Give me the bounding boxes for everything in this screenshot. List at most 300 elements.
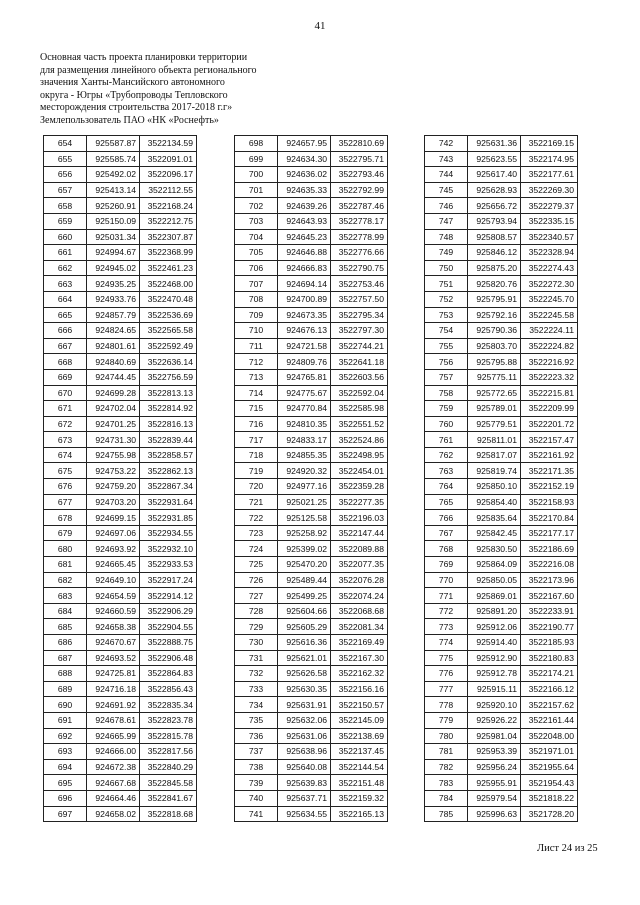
point-number-cell: 718 [235,447,278,463]
table-row [44,260,197,276]
point-number-cell: 690 [44,697,87,713]
x-coordinate-cell: 925842.45 [468,525,521,541]
x-coordinate-cell: 924703.20 [87,494,140,510]
table-row [235,603,388,619]
point-number-cell: 680 [44,541,87,557]
x-coordinate-cell: 924699.15 [87,510,140,526]
table-row [425,525,578,541]
y-coordinate-cell: 3522603.56 [331,369,388,385]
point-number-cell: 712 [235,354,278,370]
x-coordinate-cell: 924744.45 [87,369,140,385]
table-row [425,479,578,495]
point-number-cell: 684 [44,603,87,619]
y-coordinate-cell: 3522162.32 [331,666,388,682]
table-row [235,806,388,822]
point-number-cell: 659 [44,213,87,229]
x-coordinate-cell: 924670.67 [87,635,140,651]
x-coordinate-cell: 924693.52 [87,650,140,666]
y-coordinate-cell: 3522138.69 [331,728,388,744]
x-coordinate-cell: 924693.92 [87,541,140,557]
y-coordinate-cell: 3522145.09 [331,712,388,728]
x-coordinate-cell: 924801.61 [87,338,140,354]
y-coordinate-cell: 3522797.30 [331,323,388,339]
y-coordinate-cell: 3522793.46 [331,167,388,183]
table-row [235,447,388,463]
point-number-cell: 753 [425,307,468,323]
x-coordinate-cell: 924935.25 [87,276,140,292]
x-coordinate-cell: 924667.68 [87,775,140,791]
point-number-cell: 737 [235,744,278,760]
x-coordinate-cell: 924657.95 [278,136,331,152]
x-coordinate-cell: 925631.06 [278,728,331,744]
point-number-cell: 699 [235,151,278,167]
table-row [44,447,197,463]
table-row [425,276,578,292]
x-coordinate-cell: 924977.16 [278,479,331,495]
x-coordinate-cell: 924753.22 [87,463,140,479]
header-line: Землепользователь ПАО «НК «Роснефть» [40,114,219,126]
x-coordinate-cell: 924699.28 [87,385,140,401]
point-number-cell: 780 [425,728,468,744]
y-coordinate-cell: 3522185.93 [521,635,578,651]
y-coordinate-cell: 3522216.08 [521,557,578,573]
point-number-cell: 765 [425,494,468,510]
y-coordinate-cell: 3522778.17 [331,213,388,229]
x-coordinate-cell: 925772.65 [468,385,521,401]
point-number-cell: 762 [425,447,468,463]
y-coordinate-cell: 3522245.58 [521,307,578,323]
table-row [44,401,197,417]
header-line: месторождения строительства 2017-2018 г.г» [40,102,233,113]
x-coordinate-cell: 925637.71 [278,790,331,806]
point-number-cell: 730 [235,635,278,651]
x-coordinate-cell: 925817.07 [468,447,521,463]
table-row [235,213,388,229]
x-coordinate-cell: 925915.11 [468,681,521,697]
y-coordinate-cell: 3522091.01 [140,151,197,167]
y-coordinate-cell: 3522169.15 [521,136,578,152]
y-coordinate-cell: 3522279.37 [521,198,578,214]
point-number-cell: 738 [235,759,278,775]
x-coordinate-cell: 924658.02 [87,806,140,822]
table-row [425,151,578,167]
x-coordinate-cell: 924731.30 [87,432,140,448]
x-coordinate-cell: 925492.02 [87,167,140,183]
point-number-cell: 755 [425,338,468,354]
y-coordinate-cell: 3522201.72 [521,416,578,432]
table-row [235,338,388,354]
y-coordinate-cell: 3522224.11 [521,323,578,339]
x-coordinate-cell: 925779.51 [468,416,521,432]
point-number-cell: 732 [235,666,278,682]
point-number-cell: 776 [425,666,468,682]
y-coordinate-cell: 3522151.48 [331,775,388,791]
table-row [425,572,578,588]
x-coordinate-cell: 924694.14 [278,276,331,292]
x-coordinate-cell: 924716.18 [87,681,140,697]
point-number-cell: 761 [425,432,468,448]
point-number-cell: 658 [44,198,87,214]
x-coordinate-cell: 924809.76 [278,354,331,370]
y-coordinate-cell: 3522076.28 [331,572,388,588]
x-coordinate-cell: 925864.09 [468,557,521,573]
table-row [235,697,388,713]
table-row [235,479,388,495]
x-coordinate-cell: 924634.30 [278,151,331,167]
point-number-cell: 662 [44,260,87,276]
point-number-cell: 766 [425,510,468,526]
table-row [44,510,197,526]
table-row [425,759,578,775]
point-number-cell: 688 [44,666,87,682]
point-number-cell: 673 [44,432,87,448]
table-row [425,245,578,261]
y-coordinate-cell: 3522269.30 [521,182,578,198]
table-row [44,291,197,307]
point-number-cell: 717 [235,432,278,448]
table-row [235,198,388,214]
table-row [44,635,197,651]
y-coordinate-cell: 3522158.93 [521,494,578,510]
y-coordinate-cell: 3522818.68 [140,806,197,822]
x-coordinate-cell: 925470.20 [278,557,331,573]
point-number-cell: 707 [235,276,278,292]
table-row [44,151,197,167]
point-number-cell: 686 [44,635,87,651]
point-number-cell: 764 [425,479,468,495]
document-header [40,52,280,127]
x-coordinate-cell: 925795.88 [468,354,521,370]
table-row [235,385,388,401]
point-number-cell: 777 [425,681,468,697]
table-row [44,790,197,806]
x-coordinate-cell: 925912.78 [468,666,521,682]
x-coordinate-cell: 925955.91 [468,775,521,791]
x-coordinate-cell: 925854.40 [468,494,521,510]
x-coordinate-cell: 925981.04 [468,728,521,744]
point-number-cell: 729 [235,619,278,635]
coordinate-table-1 [43,135,197,822]
point-number-cell: 660 [44,229,87,245]
table-row [44,198,197,214]
y-coordinate-cell: 3522753.46 [331,276,388,292]
table-row [44,354,197,370]
point-number-cell: 756 [425,354,468,370]
table-row [235,167,388,183]
point-number-cell: 763 [425,463,468,479]
y-coordinate-cell: 3522862.13 [140,463,197,479]
y-coordinate-cell: 3522165.13 [331,806,388,822]
x-coordinate-cell: 925850.05 [468,572,521,588]
x-coordinate-cell: 925638.96 [278,744,331,760]
point-number-cell: 654 [44,136,87,152]
x-coordinate-cell: 924691.92 [87,697,140,713]
table-row [44,276,197,292]
point-number-cell: 726 [235,572,278,588]
y-coordinate-cell: 3522359.28 [331,479,388,495]
table-row [44,463,197,479]
table-row [235,712,388,728]
y-coordinate-cell: 3522161.92 [521,447,578,463]
y-coordinate-cell: 3522592.49 [140,338,197,354]
table-row [425,338,578,354]
table-row [425,681,578,697]
table-row [235,323,388,339]
table-row [44,666,197,682]
y-coordinate-cell: 3522077.35 [331,557,388,573]
x-coordinate-cell: 925260.91 [87,198,140,214]
y-coordinate-cell: 3522156.16 [331,681,388,697]
y-coordinate-cell: 3521818.22 [521,790,578,806]
y-coordinate-cell: 3522744.21 [331,338,388,354]
x-coordinate-cell: 924678.61 [87,712,140,728]
table-row [425,229,578,245]
y-coordinate-cell: 3522096.17 [140,167,197,183]
point-number-cell: 775 [425,650,468,666]
table-row [425,291,578,307]
point-number-cell: 778 [425,697,468,713]
table-row [425,432,578,448]
y-coordinate-cell: 3521728.20 [521,806,578,822]
table-row [235,463,388,479]
y-coordinate-cell: 3522817.56 [140,744,197,760]
x-coordinate-cell: 925920.10 [468,697,521,713]
table-row [235,494,388,510]
table-row [235,681,388,697]
table-row [425,167,578,183]
point-number-cell: 674 [44,447,87,463]
header-line: значения Ханты-Мансийского автономного [40,77,225,88]
x-coordinate-cell: 925632.06 [278,712,331,728]
point-number-cell: 719 [235,463,278,479]
y-coordinate-cell: 3522864.83 [140,666,197,682]
table-row [235,650,388,666]
coordinate-table-3 [424,135,578,822]
table-row [235,432,388,448]
y-coordinate-cell: 3522468.00 [140,276,197,292]
y-coordinate-cell: 3522867.34 [140,479,197,495]
y-coordinate-cell: 3522173.96 [521,572,578,588]
table-row [44,603,197,619]
x-coordinate-cell: 924639.26 [278,198,331,214]
table-row [425,307,578,323]
x-coordinate-cell: 925835.64 [468,510,521,526]
table-row [235,557,388,573]
y-coordinate-cell: 3522815.78 [140,728,197,744]
y-coordinate-cell: 3522917.24 [140,572,197,588]
point-number-cell: 767 [425,525,468,541]
point-number-cell: 754 [425,323,468,339]
point-number-cell: 706 [235,260,278,276]
point-number-cell: 714 [235,385,278,401]
x-coordinate-cell: 925585.74 [87,151,140,167]
y-coordinate-cell: 3521971.01 [521,744,578,760]
y-coordinate-cell: 3522186.69 [521,541,578,557]
y-coordinate-cell: 3522932.10 [140,541,197,557]
point-number-cell: 664 [44,291,87,307]
x-coordinate-cell: 925820.76 [468,276,521,292]
x-coordinate-cell: 924645.23 [278,229,331,245]
table-row [425,510,578,526]
x-coordinate-cell: 924636.02 [278,167,331,183]
table-row [425,541,578,557]
table-row [425,806,578,822]
table-row [44,479,197,495]
x-coordinate-cell: 924833.17 [278,432,331,448]
table-row [425,494,578,510]
table-row [44,572,197,588]
table-row [235,291,388,307]
y-coordinate-cell: 3522224.82 [521,338,578,354]
x-coordinate-cell: 924635.33 [278,182,331,198]
table-row [425,635,578,651]
y-coordinate-cell: 3522835.34 [140,697,197,713]
y-coordinate-cell: 3522816.13 [140,416,197,432]
point-number-cell: 676 [44,479,87,495]
table-row [44,229,197,245]
x-coordinate-cell: 924666.83 [278,260,331,276]
point-number-cell: 744 [425,167,468,183]
y-coordinate-cell: 3522177.17 [521,525,578,541]
point-number-cell: 746 [425,198,468,214]
x-coordinate-cell: 924702.04 [87,401,140,417]
table-row [44,369,197,385]
y-coordinate-cell: 3522223.32 [521,369,578,385]
point-number-cell: 671 [44,401,87,417]
table-row [235,276,388,292]
x-coordinate-cell: 924765.81 [278,369,331,385]
table-row [44,245,197,261]
x-coordinate-cell: 925792.16 [468,307,521,323]
x-coordinate-cell: 925850.10 [468,479,521,495]
y-coordinate-cell: 3522074.24 [331,588,388,604]
x-coordinate-cell: 924658.38 [87,619,140,635]
y-coordinate-cell: 3522814.92 [140,401,197,417]
point-number-cell: 692 [44,728,87,744]
x-coordinate-cell: 925869.01 [468,588,521,604]
table-row [235,354,388,370]
point-number-cell: 705 [235,245,278,261]
y-coordinate-cell: 3522048.00 [521,728,578,744]
point-number-cell: 773 [425,619,468,635]
y-coordinate-cell: 3522157.62 [521,697,578,713]
y-coordinate-cell: 3522137.45 [331,744,388,760]
point-number-cell: 750 [425,260,468,276]
y-coordinate-cell: 3522841.67 [140,790,197,806]
table-row [425,323,578,339]
x-coordinate-cell: 925830.50 [468,541,521,557]
table-row [235,401,388,417]
x-coordinate-cell: 924857.79 [87,307,140,323]
y-coordinate-cell: 3522174.21 [521,666,578,682]
x-coordinate-cell: 924810.35 [278,416,331,432]
point-number-cell: 782 [425,759,468,775]
x-coordinate-cell: 925617.40 [468,167,521,183]
table-row [425,354,578,370]
point-number-cell: 697 [44,806,87,822]
point-number-cell: 743 [425,151,468,167]
y-coordinate-cell: 3522307.87 [140,229,197,245]
point-number-cell: 739 [235,775,278,791]
x-coordinate-cell: 925795.91 [468,291,521,307]
table-row [44,182,197,198]
table-row [425,697,578,713]
point-number-cell: 667 [44,338,87,354]
table-row [425,650,578,666]
table-row [425,182,578,198]
x-coordinate-cell: 924725.81 [87,666,140,682]
y-coordinate-cell: 3522166.12 [521,681,578,697]
point-number-cell: 751 [425,276,468,292]
point-number-cell: 740 [235,790,278,806]
table-row [235,619,388,635]
table-row [44,806,197,822]
x-coordinate-cell: 924676.13 [278,323,331,339]
point-number-cell: 672 [44,416,87,432]
y-coordinate-cell: 3522328.94 [521,245,578,261]
y-coordinate-cell: 3522150.57 [331,697,388,713]
table-row [44,712,197,728]
point-number-cell: 695 [44,775,87,791]
x-coordinate-cell: 925875.20 [468,260,521,276]
x-coordinate-cell: 925258.92 [278,525,331,541]
table-row [235,229,388,245]
table-row [235,775,388,791]
table-row [44,525,197,541]
x-coordinate-cell: 925150.09 [87,213,140,229]
point-number-cell: 771 [425,588,468,604]
table-row [44,541,197,557]
point-number-cell: 772 [425,603,468,619]
table-row [235,245,388,261]
y-coordinate-cell: 3522787.46 [331,198,388,214]
table-row [425,712,578,728]
table-row [44,432,197,448]
y-coordinate-cell: 3522167.30 [331,650,388,666]
table-row [44,588,197,604]
y-coordinate-cell: 3522536.69 [140,307,197,323]
point-number-cell: 768 [425,541,468,557]
y-coordinate-cell: 3522906.48 [140,650,197,666]
y-coordinate-cell: 3522839.44 [140,432,197,448]
y-coordinate-cell: 3522180.83 [521,650,578,666]
y-coordinate-cell: 3522778.99 [331,229,388,245]
x-coordinate-cell: 924654.59 [87,588,140,604]
x-coordinate-cell: 924673.35 [278,307,331,323]
x-coordinate-cell: 925631.91 [278,697,331,713]
table-row [235,136,388,152]
table-row [235,151,388,167]
x-coordinate-cell: 924660.59 [87,603,140,619]
y-coordinate-cell: 3522159.32 [331,790,388,806]
x-coordinate-cell: 925634.55 [278,806,331,822]
x-coordinate-cell: 924672.38 [87,759,140,775]
x-coordinate-cell: 925631.36 [468,136,521,152]
point-number-cell: 698 [235,136,278,152]
x-coordinate-cell: 925640.08 [278,759,331,775]
x-coordinate-cell: 925811.01 [468,432,521,448]
x-coordinate-cell: 924646.88 [278,245,331,261]
x-coordinate-cell: 925623.55 [468,151,521,167]
y-coordinate-cell: 3522068.68 [331,603,388,619]
sheet-number: Лист 24 из 25 [537,843,598,854]
x-coordinate-cell: 925489.44 [278,572,331,588]
point-number-cell: 721 [235,494,278,510]
y-coordinate-cell: 3521955.64 [521,759,578,775]
point-number-cell: 694 [44,759,87,775]
y-coordinate-cell: 3522931.64 [140,494,197,510]
y-coordinate-cell: 3522904.55 [140,619,197,635]
